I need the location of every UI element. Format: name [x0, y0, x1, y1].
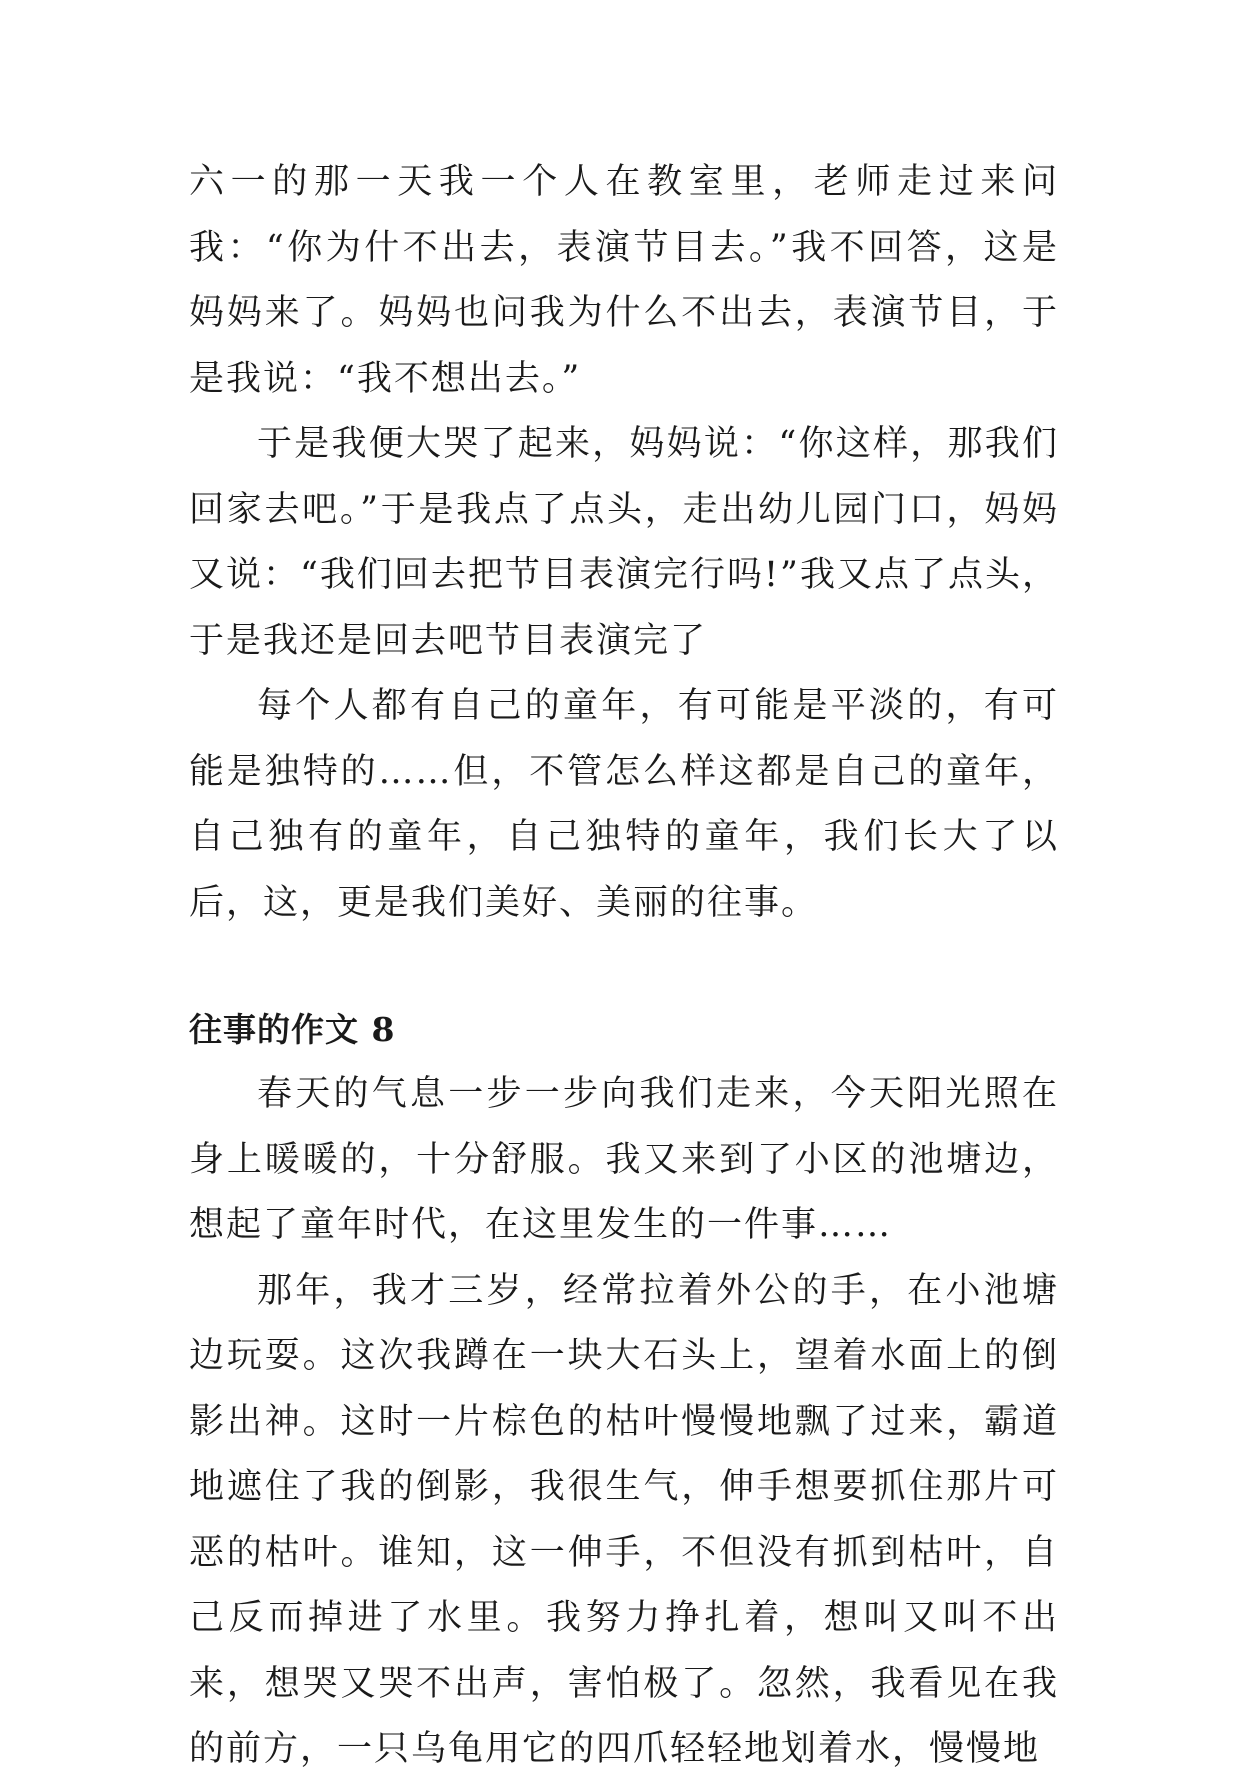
paragraph: 每个人都有自己的童年，有可能是平淡的，有可能是独特的……但，不管怎么样这都是自己的童年，自己独有的童年，自己独特的童年，我们长大了以后，这，更是我们美好、美丽的往事。: [189, 686, 1059, 923]
section-title: 往事的作文 8: [189, 1010, 396, 1049]
paragraph: 六一的那一天我一个人在教室里，老师走过来问我：“你为什不出去，表演节目去。”我不回答，这是妈妈来了。妈妈也问我为什么不出去，表演节目，于是我说：“我不想出去。”: [189, 162, 1059, 399]
paragraph: 于是我便大哭了起来，妈妈说：“你这样，那我们回家去吧。”于是我点了点头，走出幼儿园门口，妈妈又说：“我们回去把节目表演完行吗!”我又点了点头，于是我还是回去吧节目表演完了: [189, 424, 1059, 661]
document-page: [189, 150, 1059, 1783]
section-gap: [189, 936, 1059, 997]
paragraph: 春天的气息一步一步向我们走来，今天阳光照在身上暖暖的，十分舒服。我又来到了小区的池塘边，想起了童年时代，在这里发生的一件事……: [189, 1074, 1059, 1245]
paragraph: 那年，我才三岁，经常拉着外公的手，在小池塘边玩耍。这次我蹲在一块大石头上，望着水面上的倒影出神。这时一片棕色的枯叶慢慢地飘了过来，霸道地遮住了我的倒影，我很生气，伸手想要抓住那片可恶的枯叶。谁知，这一伸手，不但没有抓到枯叶，自己反而掉进了水里。我努力挣扎着，想叫又叫不出来，想哭又哭不出声，害怕极了。忽然，我看见在我的前方，一只乌龟用它的四爪轻轻地划着水，慢慢地: [189, 1270, 1059, 1769]
